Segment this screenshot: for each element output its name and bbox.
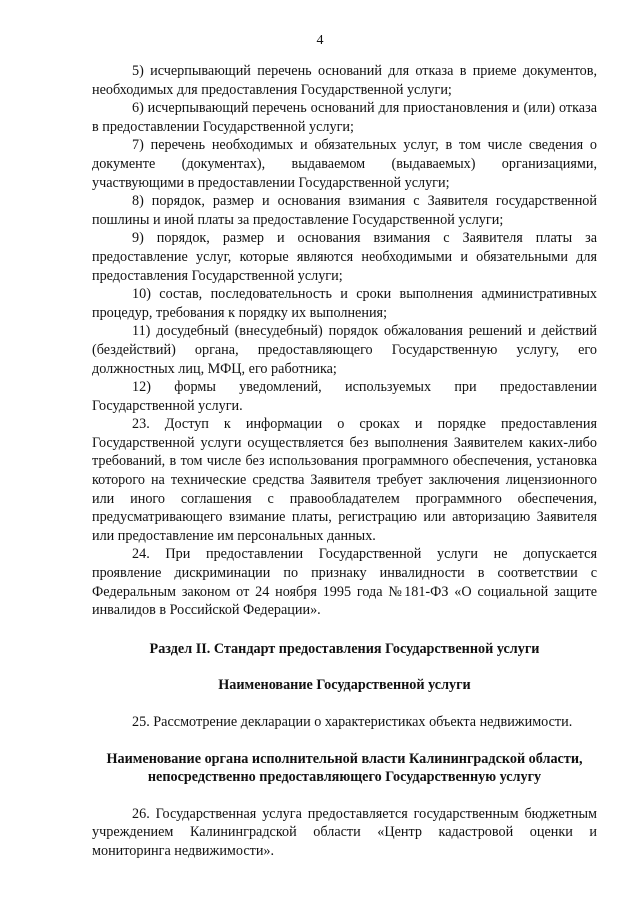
page-number: 4 (316, 33, 324, 48)
authority-heading: Наименование органа исполнительной власти Калининградской области, непосредственно предоставляющего Государственную услугу (106, 750, 583, 786)
list-item-9: 9) порядок, размер и основания взимания с Заявителя платы за предоставление услуг, которые являются необходимыми и обязательными для предоставления Государственной услуги; (92, 230, 597, 284)
section-title: Раздел II. Стандарт предоставления Государственной услуги (149, 640, 540, 657)
list-item-5: 5) исчерпывающий перечень оснований для отказа в приеме документов, необходимых для предоставления Государственной услуги; (92, 63, 597, 98)
document-body (92, 62, 597, 861)
service-name-heading: Наименование Государственной услуги (218, 677, 471, 694)
clause-26: 26. Государственная услуга предоставляется государственным бюджетным учреждением Калининградской области «Центр кадастровой оценки и мониторинга недвижимости». (92, 805, 597, 859)
clause-24: 24. При предоставлении Государственной услуги не допускается проявление дискриминации по признаку инвалидности в соответствии с Федеральным законом от 24 ноября 1995 года №181-ФЗ «О социальной защите инвалидов в Российской Федерации». (92, 546, 597, 619)
list-item-12: 12) формы уведомлений, используемых при предоставлении Государственной услуги. (92, 379, 597, 414)
list-item-8: 8) порядок, размер и основания взимания с Заявителя государственной пошлины и иной платы за предоставление Государственной услуги; (92, 193, 597, 228)
list-item-11: 11) досудебный (внесудебный) порядок обжалования решений и действий (бездействий) органа, предоставляющего Государственную услугу, его должностных лиц, МФЦ, его работника; (92, 323, 597, 377)
clause-23: 23. Доступ к информации о сроках и порядке предоставления Государственной услуги осуществляется без выполнения Заявителем каких-либо требований, в том числе без использования программного обеспечения, установка которого на технические средства Заявителя требует заключения лицензионного или иного соглашения с правообладателем программного обеспечения, предусматривающего взимание платы, регистрацию или авторизацию Заявителя или предоставление им персональных данных. (92, 416, 597, 544)
list-item-7: 7) перечень необходимых и обязательных услуг, в том числе сведения о документе (документах), выдаваемом (выдаваемых) организациями, участвующими в предоставлении Государственной услуги; (92, 137, 597, 191)
list-item-6: 6) исчерпывающий перечень оснований для приостановления и (или) отказа в предоставлении Государственной услуги; (92, 100, 597, 135)
list-item-10: 10) состав, последовательность и сроки выполнения административных процедур, требования к порядку их выполнения; (92, 286, 597, 321)
clause-25: 25. Рассмотрение декларации о характеристиках объекта недвижимости. (132, 714, 573, 730)
